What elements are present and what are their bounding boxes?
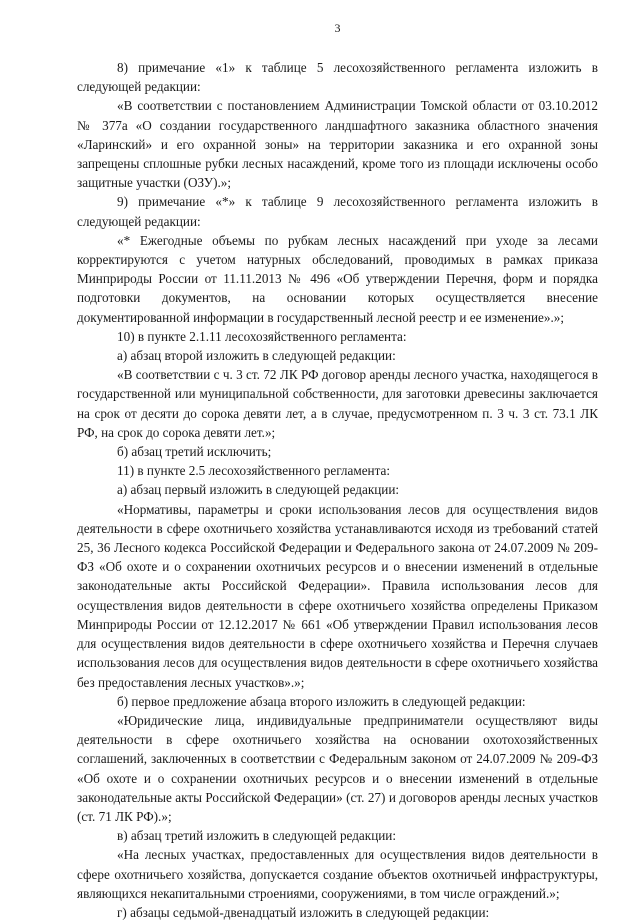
- quoted-text: «Юридические лица, индивидуальные предприниматели осуществляют виды деятельности в сфере охотничьего хозяйства на основании охотохозяйственных соглашений, заключенных в соответствии с Федеральным законом от 24.07.2009 № 209-ФЗ «Об охоте и о сохранении охотничьих ресурсов и о внесении изменений в отдельные законодательные акты Российской Федерации» (ст. 27) и договоров аренды лесных участков (ст. 71 ЛК РФ).»;: [77, 712, 598, 824]
- paragraph-item-8: 8) примечание «1» к таблице 5 лесохозяйственного регламента изложить в следующей редакции:: [77, 60, 598, 95]
- subparagraph-a: а) абзац первый изложить в следующей редакции:: [117, 482, 400, 498]
- page-number: 3: [334, 21, 341, 35]
- subparagraph-v: в) абзац третий изложить в следующей редакции:: [117, 828, 397, 844]
- quoted-text: «В соответствии с постановлением Администрации Томской области от 03.10.2012 № 377а «О создании государственного ландшафтного заказника областного значения «Ларинский» и его охранной зоны» на территории заказника и его охранной зоны запрещены сплошные рубки лесных насаждений, кроме того из площади исключены особо защитные участки (ОЗУ).»;: [77, 98, 598, 191]
- paragraph-item-9: 9) примечание «*» к таблице 9 лесохозяйственного регламента изложить в следующей редакции:: [77, 194, 598, 229]
- quoted-text: «На лесных участках, предоставленных для осуществления видов деятельности в сфере охотничьего хозяйства, допускается создание объектов охотничьей инфраструктуры, являющихся некапитальными строениями, сооружениями, в том числе ограждений.»;: [77, 847, 598, 901]
- subparagraph-a: а) абзац второй изложить в следующей редакции:: [117, 348, 396, 364]
- quoted-text: «Нормативы, параметры и сроки использования лесов для осуществления видов деятельности в сфере охотничьего хозяйства устанавливаются исходя из требований статей 25, 36 Лесного кодекса Российской Федерации и Федерального закона от 24.07.2009 № 209-ФЗ «Об охоте и о сохранении охотничьих ресурсов и о внесении изменений в отдельные законодательные акты Российской Федерации». Правила использования лесов для осуществления видов деятельности в сфере охотничьего хозяйства определены Приказом Минприроды России от 12.12.2017 № 661 «Об утверждении Правил использования лесов для осуществления видов деятельности в сфере охотничьего хозяйства и Перечня случаев использования лесов для осуществления видов деятельности в сфере охотничьего хозяйства без предоставления лесных участков».»;: [77, 501, 598, 690]
- quoted-text: «В соответствии с ч. 3 ст. 72 ЛК РФ договор аренды лесного участка, находящегося в государственной или муниципальной собственности, для заготовки древесины заключается на срок от десяти до сорока девяти лет, а в случае, предусмотренном п. 3 ч. 3 ст. 73.1 ЛК РФ, на срок до сорока девяти лет.»;: [77, 367, 598, 440]
- subparagraph-g: г) абзацы седьмой-двенадцатый изложить в следующей редакции:: [117, 904, 490, 920]
- document-body: [77, 58, 598, 922]
- quoted-text: «* Ежегодные объемы по рубкам лесных насаждений при уходе за лесами корректируются с учетом натурных обследований, проводимых в рамках приказа Минприроды России от 11.11.2013 № 496 «Об утверждении Перечня, форм и порядка подготовки документов, на основании которых осуществляется внесение документированной информации в государственный лесной реестр и ее изменение».»;: [77, 232, 598, 325]
- subparagraph-b: б) абзац третий исключить;: [117, 444, 272, 460]
- paragraph-item-11: 11) в пункте 2.5 лесохозяйственного регламента:: [117, 463, 391, 479]
- subparagraph-b: б) первое предложение абзаца второго изложить в следующей редакции:: [117, 693, 526, 709]
- paragraph-item-10: 10) в пункте 2.1.11 лесохозяйственного регламента:: [117, 328, 407, 344]
